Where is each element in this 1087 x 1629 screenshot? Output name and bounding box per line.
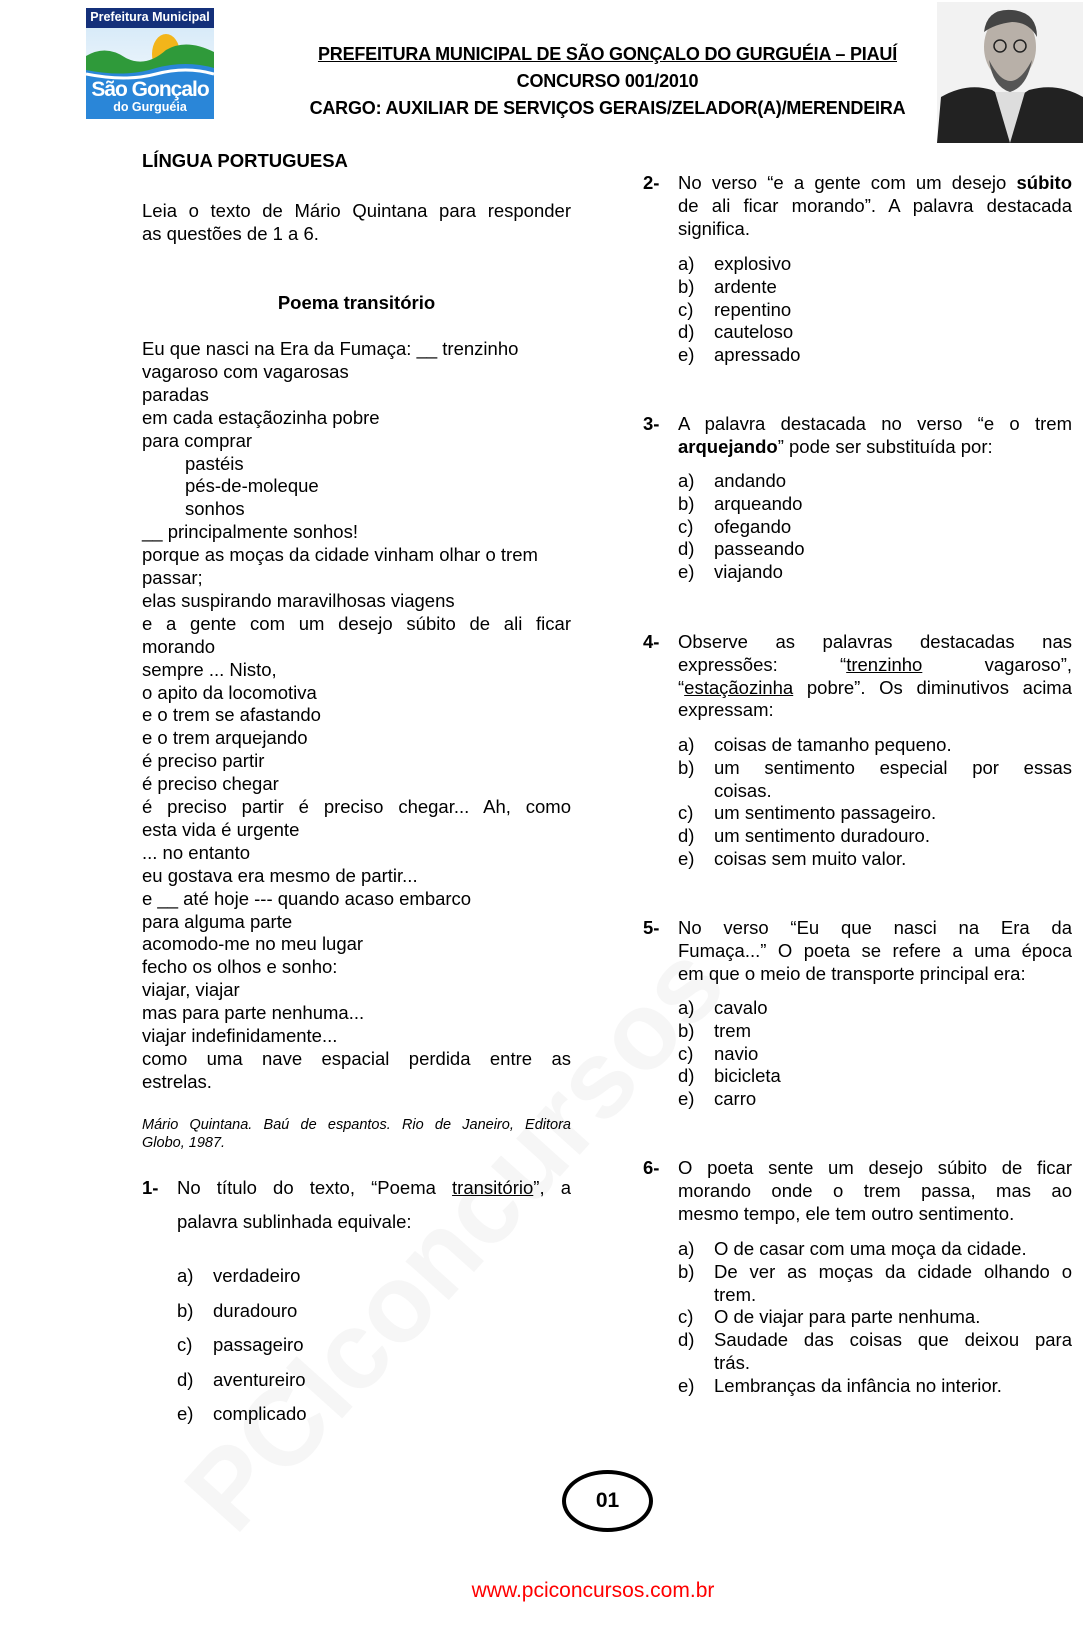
intro-line: as questões de 1 a 6. — [142, 223, 319, 244]
option-letter: c) — [678, 1306, 694, 1328]
underlined-word: transitório — [452, 1177, 534, 1198]
text-segment: de ali ficar morando”. A palavra destacada — [678, 195, 1072, 216]
option-text: viajando — [714, 561, 783, 583]
poem-line: e o trem arquejando — [142, 727, 308, 749]
option-letter: c) — [678, 515, 694, 537]
question-text — [678, 654, 1072, 676]
option-letter: d) — [177, 1368, 194, 1390]
text-segment: ” pode ser substituída por: — [777, 436, 993, 457]
text-segment: A palavra destacada no verso “e o trem — [678, 413, 1072, 434]
text-segment: vagaroso”, — [922, 653, 1072, 675]
option-text: trás. — [714, 1352, 750, 1373]
question-text — [678, 1203, 1072, 1225]
question-number: 5- — [643, 917, 660, 938]
option-text: O de viajar para parte nenhuma. — [714, 1306, 981, 1328]
header-title: PREFEITURA MUNICIPAL DE SÃO GONÇALO DO GURGUÉIA – PIAUÍ — [317, 44, 898, 64]
poem-line: __ principalmente sonhos! — [142, 521, 358, 543]
poem-line: estrelas. — [142, 1070, 212, 1092]
text-segment: expressam: — [678, 699, 774, 721]
option-letter: a) — [678, 734, 695, 755]
option-text: cauteloso — [714, 321, 794, 343]
option-text: Lembranças da infância no interior. — [714, 1374, 1002, 1396]
poem-line: morando — [142, 635, 216, 657]
footer-url[interactable]: www.pciconcursos.com.br — [471, 1579, 715, 1602]
option-letter: e) — [678, 561, 695, 583]
poem-line: em cada estaçãozinha pobre — [142, 406, 380, 428]
page-number: 01 — [595, 1489, 620, 1512]
option-text: carro — [714, 1088, 757, 1110]
option-letter: c) — [177, 1334, 193, 1355]
question-text — [678, 940, 1072, 962]
text-segment: pobre”. Os diminutivos acima — [793, 676, 1072, 698]
question-text — [678, 963, 1072, 985]
question-number: 6- — [643, 1157, 660, 1178]
poem-line: ... no entanto — [142, 841, 251, 863]
option-text: cavalo — [714, 997, 768, 1018]
text-segment: em que o meio de transporte principal era: — [678, 963, 1026, 984]
option-letter: d) — [678, 538, 695, 560]
poem-line: e __ até hoje --- quando acaso embarco — [142, 887, 472, 909]
poem-line: é preciso partir — [142, 750, 265, 772]
poem-line: e a gente com um desejo súbito de ali ficar — [142, 612, 571, 634]
option-text: coisas. — [714, 779, 772, 801]
question-text — [678, 1157, 1072, 1179]
poem-line: fecho os olhos e sonho: — [142, 956, 338, 978]
text-segment: O poeta sente um desejo súbito de ficar — [678, 1157, 1072, 1178]
option-text: ardente — [714, 275, 777, 297]
question-number: 1- — [142, 1177, 159, 1198]
poem-line: sonhos — [185, 498, 245, 520]
question-text — [678, 677, 1072, 699]
poem-line: sempre ... Nisto, — [142, 658, 277, 680]
question-text — [678, 172, 1072, 194]
option-text: andando — [714, 470, 787, 491]
option-letter: a) — [678, 470, 695, 491]
option-text: um sentimento duradouro. — [714, 825, 930, 847]
option-letter: d) — [678, 321, 695, 343]
option-letter: e) — [678, 848, 695, 869]
poem-line: acomodo-me no meu lugar — [142, 933, 364, 955]
section-title: LÍNGUA PORTUGUESA — [142, 150, 348, 171]
option-text: trem. — [714, 1283, 757, 1305]
poem-line: paradas — [142, 383, 209, 405]
option-letter: d) — [678, 1329, 695, 1351]
option-letter: a) — [177, 1265, 194, 1286]
text-segment: mesmo tempo, ele tem outro sentimento. — [678, 1203, 1015, 1224]
question-text — [678, 1180, 1072, 1202]
option-letter: b) — [177, 1299, 194, 1321]
poem-line: e o trem se afastando — [142, 704, 321, 726]
question-text — [678, 218, 1072, 240]
poem-title: Poema transitório — [277, 292, 436, 313]
page-number-badge — [562, 1470, 653, 1532]
underlined-word: estaçãozinha — [684, 676, 794, 698]
option-text: coisas de tamanho pequeno. — [714, 734, 952, 755]
option-letter: d) — [678, 1065, 695, 1087]
poem-line: é preciso partir é preciso chegar... Ah, como — [142, 796, 571, 817]
question-text — [678, 917, 1072, 939]
option-letter: a) — [678, 1238, 695, 1259]
poem-line: mas para parte nenhuma... — [142, 1002, 365, 1024]
poem-line: para alguma parte — [142, 910, 293, 932]
poem-line: eu gostava era mesmo de partir... — [142, 864, 418, 886]
text-segment: No verso “Eu que nasci na Era da — [678, 917, 1072, 938]
option-letter: b) — [678, 1019, 695, 1041]
option-letter: a) — [678, 253, 695, 274]
option-letter: c) — [678, 298, 694, 320]
option-text: O de casar com uma moça da cidade. — [714, 1238, 1027, 1259]
option-text: coisas sem muito valor. — [714, 848, 907, 869]
text-segment: ”, a — [533, 1177, 571, 1198]
option-letter: b) — [678, 492, 695, 514]
option-text: aventureiro — [213, 1368, 306, 1390]
municipality-logo — [86, 8, 214, 119]
option-text: arqueando — [714, 492, 803, 514]
underlined-word: trenzinho — [846, 653, 923, 675]
poem-line: como uma nave espacial perdida entre as — [142, 1047, 571, 1069]
poem-citation: Mário Quintana. Baú de espantos. Rio de Janeiro, Editora — [142, 1117, 571, 1133]
poem-line: é preciso chegar — [142, 773, 279, 795]
poem-line: para comprar — [142, 429, 253, 451]
question-text — [177, 1177, 571, 1199]
option-letter: c) — [678, 802, 694, 824]
text-segment: No título do texto, “Poema — [177, 1177, 453, 1198]
question-number: 2- — [643, 172, 660, 193]
option-letter: e) — [678, 1088, 695, 1110]
logo-top-text: Prefeitura Municipal — [90, 10, 210, 24]
option-text: passeando — [714, 538, 805, 560]
intro-line: Leia o texto de Mário Quintana para responder — [142, 200, 571, 221]
poem-line: Eu que nasci na Era da Fumaça: __ trenzinho — [142, 338, 519, 359]
question-text — [678, 436, 1072, 458]
option-text: verdadeiro — [213, 1265, 301, 1286]
option-letter: b) — [678, 1260, 695, 1282]
option-letter: c) — [678, 1042, 694, 1064]
poem-citation: Globo, 1987. — [142, 1135, 226, 1151]
option-text: ofegando — [714, 515, 792, 537]
option-text: um sentimento passageiro. — [714, 802, 937, 824]
option-letter: b) — [678, 756, 695, 778]
question-text — [678, 631, 1072, 653]
option-text: explosivo — [714, 253, 792, 274]
option-letter: b) — [678, 275, 695, 297]
option-text: bicicleta — [714, 1065, 781, 1087]
question-number: 4- — [643, 631, 660, 652]
header-position: CARGO: AUXILIAR DE SERVIÇOS GERAIS/ZELADOR(A)/MERENDEIRA — [309, 98, 906, 118]
poem-line: vagaroso com vagarosas — [142, 360, 349, 382]
option-text: Saudade das coisas que deixou para — [714, 1329, 1072, 1351]
option-text: duradouro — [213, 1299, 298, 1321]
header-contest: CONCURSO 001/2010 — [516, 71, 699, 91]
poem-line: elas suspirando maravilhosas viagens — [142, 589, 455, 611]
option-letter: d) — [678, 825, 695, 847]
text-segment: palavra sublinhada equivale: — [177, 1211, 412, 1232]
question-text — [177, 1211, 571, 1233]
text-segment: Observe as palavras destacadas nas — [678, 631, 1072, 652]
poem-line: viajar, viajar — [142, 979, 240, 1001]
question-text — [678, 195, 1072, 217]
text-segment: significa. — [678, 218, 750, 239]
option-letter: e) — [177, 1403, 194, 1424]
poem-line: pastéis — [185, 452, 244, 474]
logo-name-text: São Gonçalo — [91, 78, 209, 101]
poem-line: esta vida é urgente — [142, 818, 300, 840]
option-text: complicado — [213, 1403, 307, 1424]
text-segment: expressões: “ — [678, 653, 847, 675]
question-text — [678, 699, 1072, 721]
text-segment: Fumaça...” O poeta se refere a uma época — [678, 940, 1072, 961]
option-letter: e) — [678, 344, 695, 366]
option-text: um sentimento especial por essas — [714, 756, 1072, 778]
logo-sub-text: do Gurguéia — [113, 100, 187, 114]
question-number: 3- — [643, 413, 660, 434]
option-text: De ver as moças da cidade olhando o — [714, 1260, 1072, 1282]
option-text: apressado — [714, 344, 801, 366]
option-letter: e) — [678, 1374, 695, 1396]
bold-word: arquejando — [678, 436, 778, 457]
question-text — [678, 413, 1072, 435]
option-letter: a) — [678, 997, 695, 1018]
option-text: trem — [714, 1019, 751, 1041]
poem-line: o apito da locomotiva — [142, 681, 317, 703]
poem-line: pés-de-moleque — [185, 475, 319, 497]
option-text: repentino — [714, 298, 792, 320]
author-portrait — [937, 2, 1083, 143]
poem-line: porque as moças da cidade vinham olhar o trem — [142, 544, 538, 566]
text-segment: morando onde o trem passa, mas ao — [678, 1180, 1072, 1201]
poem-line: passar; — [142, 567, 203, 588]
text-segment: “ — [678, 676, 685, 698]
bold-word: súbito — [1016, 172, 1072, 193]
text-segment: No verso “e a gente com um desejo — [678, 172, 1017, 193]
option-text: passageiro — [213, 1334, 304, 1355]
option-text: navio — [714, 1042, 759, 1064]
poem-line: viajar indefinidamente... — [142, 1025, 338, 1046]
